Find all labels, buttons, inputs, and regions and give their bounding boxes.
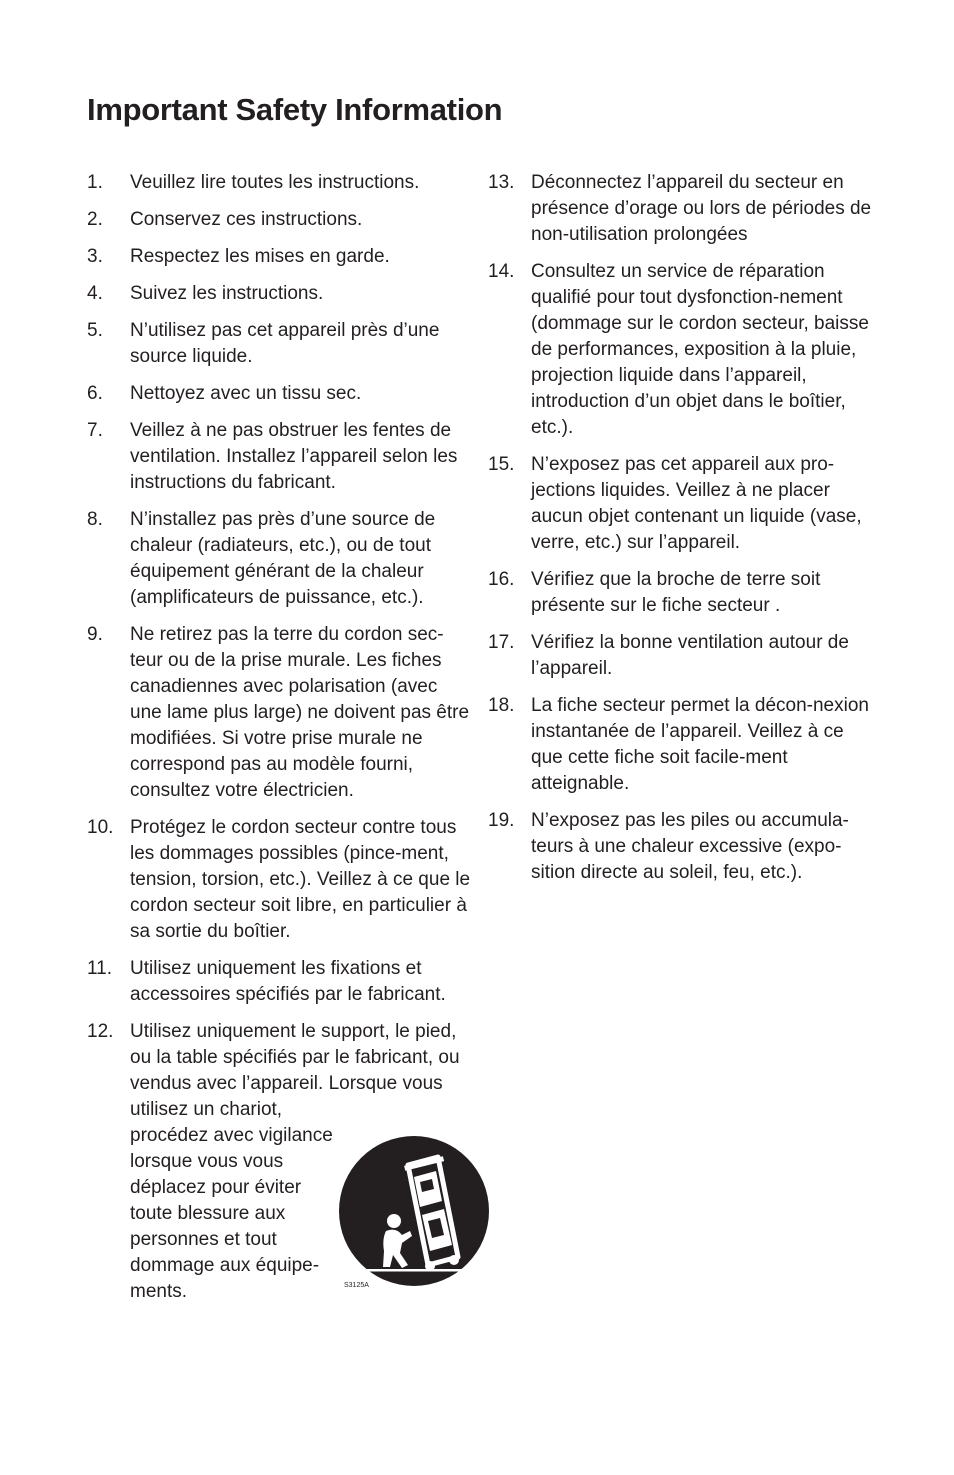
item-number: 10. xyxy=(87,817,114,838)
list-item xyxy=(488,693,878,797)
list-item xyxy=(488,452,878,556)
item-number: 17. xyxy=(488,632,515,653)
list-item xyxy=(87,956,472,1008)
item-text: Utilisez uniquement le support, le pied, ou la table spécifiés par le fabricant, ou vendus avec l’appareil. Lorsque vous utilisez un chariot, xyxy=(130,1021,460,1120)
list-item xyxy=(87,244,472,270)
item-number: 6. xyxy=(87,383,103,404)
item-text: Nettoyez avec un tissu sec. xyxy=(130,383,362,404)
figure-code: S3125A xyxy=(344,1282,369,1289)
item-text: La fiche secteur permet la décon-nexion instantanée de l’appareil. Veillez à ce que cette fiche soit facile-ment atteignable. xyxy=(531,695,869,794)
item-text: N’installez pas près d’une source de chaleur (radiateurs, etc.), ou de tout équipement générant de la chaleur (amplificateurs de puissance, etc.). xyxy=(130,509,436,608)
item-number: 5. xyxy=(87,320,103,341)
item-number: 1. xyxy=(87,172,103,193)
item-number: 13. xyxy=(488,172,515,193)
item-text: Ne retirez pas la terre du cordon sec-teur ou de la prise murale. Les fiches canadiennes avec polarisation (avec une lame plus large) ne doivent pas être modifiées. Si votre prise murale ne correspond pas au modèle fourni, consultez votre électricien. xyxy=(130,624,470,801)
item-number: 2. xyxy=(87,209,103,230)
item-number: 12. xyxy=(87,1021,114,1042)
item-text: Utilisez uniquement les fixations et accessoires spécifiés par le fabricant. xyxy=(130,958,446,1005)
item-text: Déconnectez l’appareil du secteur en présence d’orage ou lors de périodes de non-utilisation prolongées xyxy=(531,172,872,245)
item-text: N’exposez pas les piles ou accumula-teurs à une chaleur excessive (expo-sition directe au soleil, feu, etc.). xyxy=(531,810,849,883)
item-text: Suivez les instructions. xyxy=(130,283,324,304)
item-text: Veuillez lire toutes les instructions. xyxy=(130,172,420,193)
list-item xyxy=(87,281,472,307)
item-text: Vérifiez la bonne ventilation autour de l’appareil. xyxy=(531,632,849,679)
item-text: Consultez un service de réparation qualifié pour tout dysfonction-nement (dommage sur le cordon secteur, baisse de performances, exposition à la pluie, projection liquide dans l’appareil, introduction d’un objet dans le boîtier, etc.). xyxy=(531,261,869,438)
list-item xyxy=(87,622,472,804)
cart-tip-over-warning-icon xyxy=(338,1135,490,1290)
list-item xyxy=(87,170,472,196)
list-item xyxy=(87,815,472,945)
list-item xyxy=(87,318,472,370)
item-number: 19. xyxy=(488,810,515,831)
item-number: 18. xyxy=(488,695,515,716)
list-item xyxy=(87,507,472,611)
item-number: 15. xyxy=(488,454,515,475)
item-text: Respectez les mises en garde. xyxy=(130,246,390,267)
list-item xyxy=(87,207,472,233)
item-number: 8. xyxy=(87,509,103,530)
list-item xyxy=(87,381,472,407)
page-title: Important Safety Information xyxy=(87,92,503,127)
item-number: 14. xyxy=(488,261,515,282)
item-text: Conservez ces instructions. xyxy=(130,209,363,230)
item-text: N’exposez pas cet appareil aux pro-jections liquides. Veillez à ne placer aucun objet contenant un liquide (vase, verre, etc.) sur l’appareil. xyxy=(531,454,862,553)
item-number: 4. xyxy=(87,283,103,304)
item-text: Protégez le cordon secteur contre tous les dommages possibles (pince-ment, tension, torsion, etc.). Veillez à ce que le cordon secteur soit libre, en particulier à sa sortie du boîtier. xyxy=(130,817,471,942)
item-text: Vérifiez que la broche de terre soit présente sur le fiche secteur . xyxy=(531,569,821,616)
item-number: 11. xyxy=(87,958,113,979)
list-item xyxy=(87,418,472,496)
item-number: 16. xyxy=(488,569,515,590)
item-text-wrapped: procédez avec vigilance lorsque vous vous déplacez pour éviter toute blessure aux personnes et tout dommage aux équipe-ments. xyxy=(130,1125,333,1302)
list-item xyxy=(488,170,878,248)
right-column xyxy=(488,170,878,897)
item-number: 3. xyxy=(87,246,103,267)
list-item xyxy=(488,808,878,886)
item-number: 7. xyxy=(87,420,103,441)
item-text: Veillez à ne pas obstruer les fentes de ventilation. Installez l’appareil selon les instructions du fabricant. xyxy=(130,420,458,493)
item-number: 9. xyxy=(87,624,103,645)
list-item xyxy=(488,630,878,682)
list-item xyxy=(488,567,878,619)
list-item xyxy=(488,259,878,441)
item-text: N’utilisez pas cet appareil près d’une source liquide. xyxy=(130,320,440,367)
